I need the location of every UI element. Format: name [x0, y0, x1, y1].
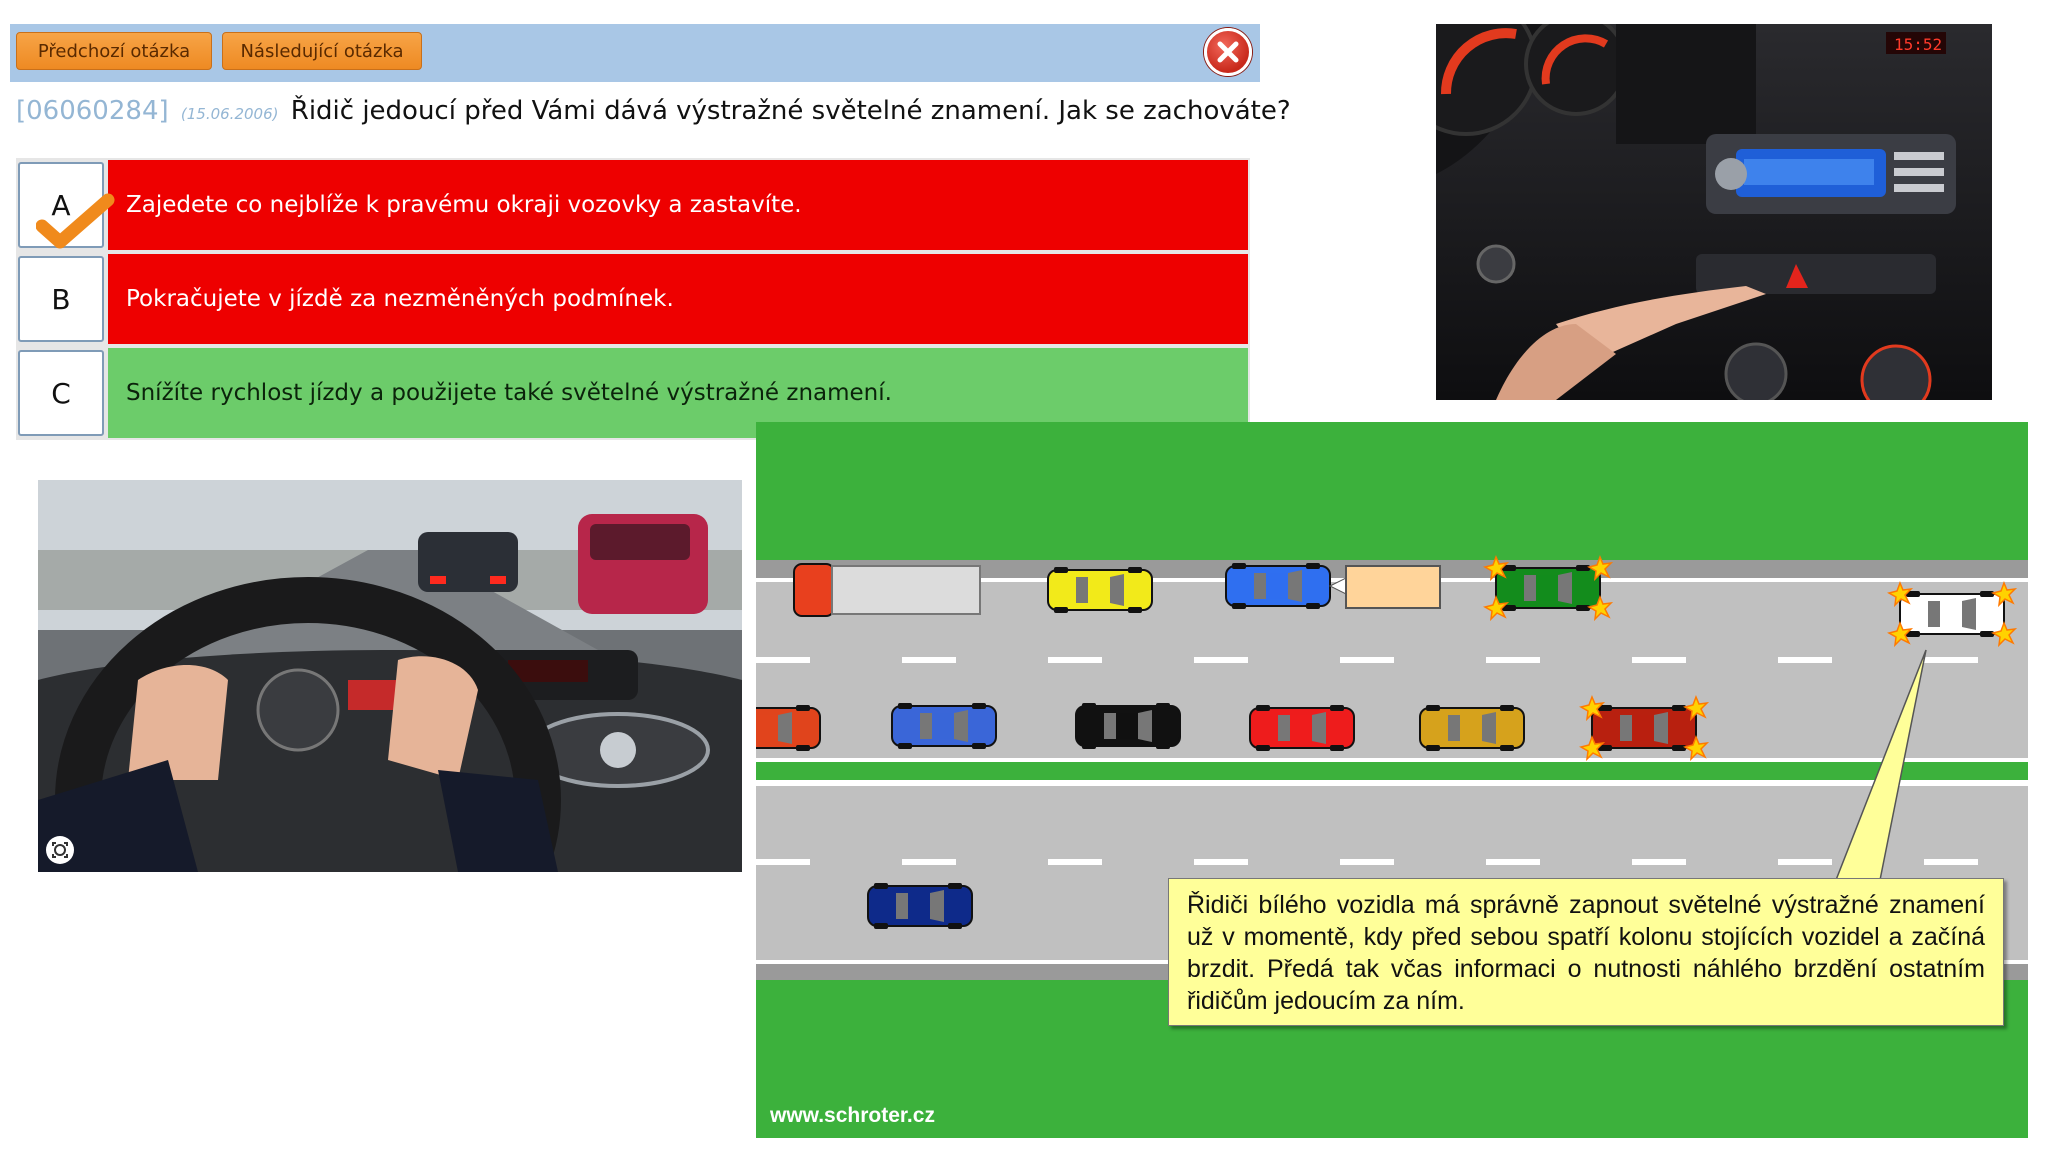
- question-line: [16, 96, 1291, 132]
- blue-car: [892, 703, 996, 749]
- car-dashboard-photo: [1436, 24, 1992, 400]
- red-car: [1250, 705, 1354, 751]
- answer-option-b[interactable]: [16, 254, 1248, 344]
- yellow-car: [1048, 567, 1152, 613]
- orange-car: [756, 705, 820, 751]
- gold-car: [1420, 705, 1524, 751]
- explanation-callout: Řidiči bílého vozidla má správně zapnout světelné výstražné znamení už v momentě, kdy před sebou spatří kolonu stojících vozidel a začíná brzdit. Předá tak včas informaci o nutnosti náhlého brzdění ostatním řidičům jedoucím za ním.: [1168, 878, 2004, 1026]
- close-icon: [1213, 37, 1243, 67]
- camera-icon[interactable]: [46, 836, 74, 864]
- truck: [794, 564, 980, 616]
- traffic-diagram: [756, 422, 2028, 1138]
- answer-text: Pokračujete v jízdě za nezměněných podmínek.: [108, 254, 1248, 344]
- answer-letter: B: [18, 256, 104, 342]
- question-toolbar: [10, 24, 1260, 82]
- answer-option-a[interactable]: [16, 160, 1248, 250]
- website-label[interactable]: www.schroter.cz: [770, 1104, 935, 1127]
- close-button[interactable]: [1204, 28, 1252, 76]
- navy-car: [868, 883, 972, 929]
- previous-question-button[interactable]: Předchozí otázka: [16, 32, 212, 70]
- answer-text: Snížíte rychlost jízdy a použijete také světelné výstražné znamení.: [108, 348, 1248, 438]
- answer-text: Zajedete co nejblíže k pravému okraji vozovky a zastavíte.: [108, 160, 1248, 250]
- question-code: [06060284]: [16, 96, 169, 126]
- question-date: (15.06.2006): [180, 105, 279, 123]
- road-scene: [756, 422, 2028, 1138]
- svg-text:15:52: 15:52: [1894, 35, 1943, 54]
- question-text: Řidič jedoucí před Vámi dává výstražné světelné znamení. Jak se zachováte?: [290, 96, 1291, 126]
- answer-letter: C: [18, 350, 104, 436]
- driving-photo: [38, 480, 742, 872]
- checkmark-icon: [36, 192, 116, 250]
- answer-letter: A: [18, 162, 104, 248]
- next-question-button[interactable]: Následující otázka: [222, 32, 422, 70]
- black-car: [1076, 703, 1180, 749]
